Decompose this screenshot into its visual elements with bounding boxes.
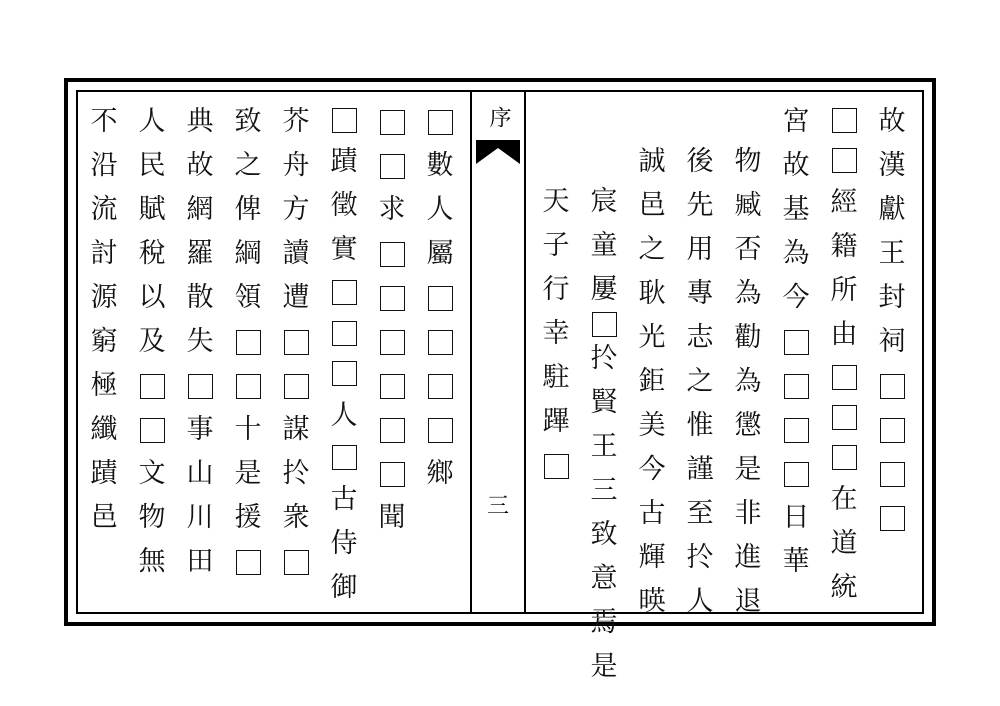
text-column-r3 <box>176 94 224 610</box>
missing-glyph-box <box>868 364 916 408</box>
glyph: 為 <box>734 278 762 309</box>
glyph: 蹟 <box>330 146 358 178</box>
glyph: 賢 <box>590 387 618 418</box>
text-column-l4 <box>676 94 724 617</box>
glyph: 鉅 <box>638 366 666 397</box>
glyph: 獻 <box>878 194 906 225</box>
glyph: 誠 <box>638 146 666 177</box>
missing-glyph-box <box>320 438 368 478</box>
glyph: 天 <box>542 186 570 217</box>
glyph: 祠 <box>878 326 906 357</box>
text-column-r2 <box>128 94 176 610</box>
glyph: 人 <box>426 194 454 225</box>
glyph: 綱 <box>234 238 262 269</box>
missing-glyph-box <box>416 320 464 364</box>
glyph: 失 <box>186 326 214 357</box>
glyph: 光 <box>638 322 666 353</box>
glyph: 聞 <box>378 502 406 533</box>
glyph: 所 <box>830 274 858 306</box>
glyph: 為 <box>734 366 762 397</box>
glyph: 美 <box>638 410 666 441</box>
text-column-l6 <box>772 94 820 610</box>
glyph: 故 <box>186 150 214 181</box>
glyph: 沿 <box>90 150 118 181</box>
glyph: 故 <box>782 150 810 181</box>
missing-glyph-box <box>820 100 868 140</box>
glyph: 惟 <box>686 410 714 441</box>
glyph: 王 <box>878 238 906 269</box>
glyph: 謹 <box>686 454 714 485</box>
glyph: 纖 <box>90 414 118 445</box>
glyph: 至 <box>686 498 714 529</box>
page-number: 三 <box>486 494 509 519</box>
glyph: 流 <box>90 194 118 225</box>
glyph: 邑 <box>638 190 666 221</box>
missing-glyph-box <box>320 313 368 353</box>
glyph: 進 <box>734 542 762 573</box>
glyph: 輝 <box>638 542 666 573</box>
glyph: 是 <box>590 651 618 682</box>
glyph: 求 <box>378 194 406 225</box>
glyph: 俾 <box>234 194 262 225</box>
glyph: 無 <box>138 546 166 577</box>
glyph: 由 <box>830 318 858 350</box>
glyph: 事 <box>186 414 214 445</box>
glyph: 物 <box>734 146 762 177</box>
glyph: 不 <box>90 106 118 137</box>
missing-glyph-box <box>320 272 368 312</box>
fishtail-mark-icon <box>476 140 520 170</box>
glyph: 耿 <box>638 278 666 309</box>
glyph: 稅 <box>138 238 166 269</box>
text-column-r7 <box>368 94 416 610</box>
glyph: 行 <box>542 274 570 305</box>
glyph: 宸 <box>590 186 618 217</box>
glyph: 徵 <box>330 190 358 222</box>
glyph: 山 <box>186 458 214 489</box>
glyph: 人 <box>686 586 714 617</box>
glyph: 遭 <box>282 282 310 313</box>
glyph: 基 <box>782 194 810 225</box>
glyph: 及 <box>138 326 166 357</box>
glyph: 故 <box>878 106 906 137</box>
glyph: 羅 <box>186 238 214 269</box>
glyph: 幸 <box>542 318 570 349</box>
missing-glyph-box <box>772 408 820 452</box>
glyph: 志 <box>686 322 714 353</box>
text-column-r8 <box>416 94 464 610</box>
glyph: 侍 <box>330 528 358 560</box>
glyph: 扵 <box>590 343 618 374</box>
glyph: 退 <box>734 586 762 617</box>
missing-glyph-box <box>368 144 416 188</box>
missing-glyph-box <box>176 364 224 408</box>
glyph: 川 <box>186 502 214 533</box>
text-column-l1 <box>532 94 580 610</box>
missing-glyph-box <box>272 540 320 584</box>
glyph: 籍 <box>830 230 858 262</box>
text-column-l3 <box>628 94 676 617</box>
glyph: 援 <box>234 502 262 533</box>
missing-glyph-box <box>820 357 868 397</box>
glyph: 駐 <box>542 362 570 393</box>
glyph: 邑 <box>90 502 118 533</box>
missing-glyph-box <box>416 364 464 408</box>
glyph: 是 <box>734 454 762 485</box>
glyph: 田 <box>186 546 214 577</box>
glyph: 扵 <box>686 542 714 573</box>
missing-glyph-box <box>820 397 868 437</box>
glyph: 領 <box>234 282 262 313</box>
missing-glyph-box <box>224 320 272 364</box>
center-gutter-banxin <box>470 92 526 612</box>
glyph: 統 <box>830 572 858 604</box>
glyph: 人 <box>138 106 166 137</box>
glyph: 致 <box>590 519 618 550</box>
glyph: 之 <box>234 150 262 181</box>
glyph: 王 <box>590 431 618 462</box>
glyph: 致 <box>234 106 262 137</box>
glyph: 典 <box>186 106 214 137</box>
missing-glyph-box <box>820 438 868 478</box>
glyph: 散 <box>186 282 214 313</box>
missing-glyph-box <box>868 408 916 452</box>
glyph: 鄉 <box>426 458 454 489</box>
glyph: 道 <box>830 528 858 560</box>
text-column-r5 <box>272 94 320 610</box>
glyph: 封 <box>878 282 906 313</box>
right-half-page <box>78 92 470 612</box>
glyph: 舟 <box>282 150 310 181</box>
glyph: 物 <box>138 502 166 533</box>
glyph: 御 <box>330 572 358 604</box>
glyph: 賦 <box>138 194 166 225</box>
glyph: 非 <box>734 498 762 529</box>
missing-glyph-box <box>868 452 916 496</box>
missing-glyph-box <box>416 276 464 320</box>
text-column-r6 <box>320 94 368 610</box>
glyph: 宮 <box>782 106 810 137</box>
missing-glyph-box <box>532 444 580 488</box>
missing-glyph-box <box>868 496 916 540</box>
glyph: 讀 <box>282 238 310 269</box>
glyph: 華 <box>782 546 810 577</box>
glyph: 民 <box>138 150 166 181</box>
glyph: 文 <box>138 458 166 489</box>
missing-glyph-box <box>272 364 320 408</box>
missing-glyph-box <box>224 540 272 584</box>
glyph: 今 <box>638 454 666 485</box>
glyph: 古 <box>638 498 666 529</box>
glyph: 數 <box>426 150 454 181</box>
glyph: 子 <box>542 230 570 261</box>
glyph: 窮 <box>90 326 118 357</box>
text-column-l7 <box>820 94 868 610</box>
glyph: 專 <box>686 278 714 309</box>
glyph: 三 <box>590 475 618 506</box>
glyph: 謀 <box>282 414 310 445</box>
missing-glyph-box <box>416 100 464 144</box>
missing-glyph-box <box>128 364 176 408</box>
missing-glyph-box <box>320 353 368 393</box>
missing-glyph-box <box>320 100 368 140</box>
glyph: 暎 <box>638 586 666 617</box>
glyph: 人 <box>330 399 358 431</box>
glyph: 後 <box>686 146 714 177</box>
glyph: 扵 <box>282 458 310 489</box>
glyph: 十 <box>234 414 262 445</box>
glyph: 漢 <box>878 150 906 181</box>
missing-glyph-box <box>128 408 176 452</box>
glyph: 古 <box>330 484 358 516</box>
glyph: 網 <box>186 194 214 225</box>
glyph: 懲 <box>734 410 762 441</box>
glyph: 之 <box>638 234 666 265</box>
left-half-page <box>526 92 918 682</box>
glyph: 蹕 <box>542 406 570 437</box>
glyph: 日 <box>782 502 810 533</box>
glyph: 童 <box>590 230 618 261</box>
glyph: 否 <box>734 234 762 265</box>
glyph: 衆 <box>282 502 310 533</box>
glyph: 芥 <box>282 106 310 137</box>
missing-glyph-box <box>416 408 464 452</box>
glyph: 經 <box>830 186 858 218</box>
woodblock-page-frame <box>64 78 936 682</box>
text-column-r1 <box>80 94 128 610</box>
glyph: 蹟 <box>90 458 118 489</box>
glyph: 討 <box>90 238 118 269</box>
glyph: 今 <box>782 282 810 313</box>
glyph: 屢 <box>590 274 618 305</box>
glyph: 極 <box>90 370 118 401</box>
missing-glyph-box <box>368 320 416 364</box>
text-column-l8 <box>868 94 916 610</box>
missing-glyph-box <box>368 452 416 496</box>
missing-glyph-box <box>368 232 416 276</box>
missing-glyph-box <box>368 276 416 320</box>
missing-glyph-box <box>772 452 820 496</box>
text-column-l2 <box>580 94 628 682</box>
glyph: 是 <box>234 458 262 489</box>
glyph: 屬 <box>426 238 454 269</box>
text-column-r4 <box>224 94 272 610</box>
glyph: 以 <box>138 282 166 313</box>
page-inner-border <box>76 90 924 682</box>
glyph: 為 <box>782 238 810 269</box>
missing-glyph-box <box>772 320 820 364</box>
missing-glyph-box <box>368 408 416 452</box>
missing-glyph-box <box>580 312 628 337</box>
glyph: 勸 <box>734 322 762 353</box>
glyph: 實 <box>330 234 358 266</box>
text-column-l5 <box>724 94 772 617</box>
missing-glyph-box <box>368 100 416 144</box>
missing-glyph-box <box>224 364 272 408</box>
glyph: 方 <box>282 194 310 225</box>
glyph: 在 <box>830 484 858 516</box>
glyph: 之 <box>686 366 714 397</box>
missing-glyph-box <box>820 140 868 180</box>
glyph: 源 <box>90 282 118 313</box>
glyph: 焉 <box>590 607 618 638</box>
glyph: 用 <box>686 234 714 265</box>
glyph: 臧 <box>734 190 762 221</box>
missing-glyph-box <box>272 320 320 364</box>
missing-glyph-box <box>772 364 820 408</box>
missing-glyph-box <box>368 364 416 408</box>
glyph: 先 <box>686 190 714 221</box>
gutter-section-title: 序 <box>486 106 511 130</box>
glyph: 意 <box>590 563 618 594</box>
